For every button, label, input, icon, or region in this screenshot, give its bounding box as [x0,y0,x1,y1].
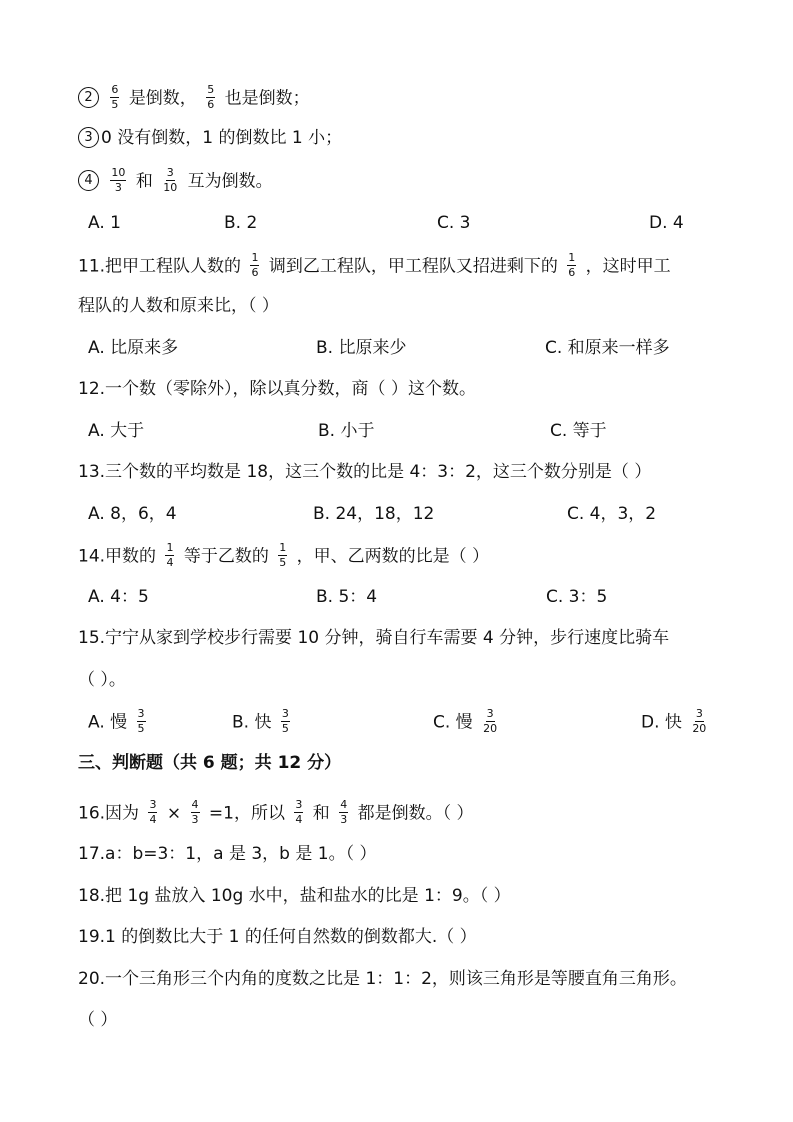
question-15: 15.宁宁从家到学校步行需要 10 分钟，骑自行车需要 4 分钟，步行速度比骑车 [78,628,670,648]
question-17: 17.a：b=3：1，a 是 3，b 是 1。（ ） [78,844,377,864]
times-sign: × [166,803,182,824]
question-19: 19.1 的倒数比大于 1 的任何自然数的倒数都大.（ ） [78,927,477,947]
statement-4 [78,168,753,195]
circled-number: 3 [78,127,99,148]
section-heading: 三、判断题（共 6 题；共 12 分） [78,753,342,773]
option-b[interactable]: B. 5：4 [316,587,378,607]
question-16 [78,800,753,827]
option-label: C. 慢 [433,712,473,733]
fraction: $\frac{3}{10}$ [163,166,178,194]
statement-3 [78,126,753,150]
fraction: $\frac{6}{5}$ [111,83,119,111]
question-15-line2: （ ）。 [78,670,126,690]
circled-number: 4 [78,170,99,191]
question-text: 14.甲数的 [78,546,157,567]
statement-text: 也是倒数； [224,88,310,109]
option-d[interactable] [641,709,711,736]
question-11-line2: 程队的人数和原来比，（ ） [78,296,279,316]
option-a[interactable] [88,709,150,736]
question-12: 12.一个数（零除外），除以真分数，商（ ）这个数。 [78,379,476,399]
option-label: D. 快 [641,712,682,733]
option-d[interactable]: D. 4 [649,213,684,233]
question-text: 等于乙数的 [183,546,269,567]
question-text: =1，所以 [208,803,285,824]
fraction: $\frac{3}{5}$ [281,707,289,735]
fraction: $\frac{4}{3}$ [340,798,348,826]
option-b[interactable]: B. 小于 [318,421,375,441]
question-13: 13.三个数的平均数是 18，这三个数的比是 4：3：2，这三个数分别是（ ） [78,462,652,482]
question-14 [78,543,753,570]
option-b[interactable]: B. 24，18，12 [313,504,435,524]
option-label: B. 快 [232,712,272,733]
option-label: A. 慢 [88,712,128,733]
question-18: 18.把 1g 盐放入 10g 水中，盐和盐水的比是 1：9。（ ） [78,886,511,906]
fraction: $\frac{1}{4}$ [166,541,174,569]
option-a[interactable]: A. 4：5 [88,587,149,607]
question-text: ，甲、乙两数的比是（ ） [296,546,490,567]
question-text: ，这时甲工 [585,256,671,277]
fraction: $\frac{3}{5}$ [137,707,145,735]
option-c[interactable]: C. 等于 [550,421,607,441]
option-c[interactable] [433,709,502,736]
option-c[interactable]: C. 3：5 [546,587,608,607]
question-text: 都是倒数。（ ） [357,803,474,824]
statement-text: 0 没有倒数，1 的倒数比 1 小； [101,128,343,148]
option-a[interactable]: A. 8，6，4 [88,504,177,524]
fraction: $\frac{10}{3}$ [111,166,126,194]
statement-2 [78,85,753,112]
option-a[interactable]: A. 1 [88,213,121,233]
question-text: 16.因为 [78,803,140,824]
option-c[interactable]: C. 和原来一样多 [545,338,670,358]
question-text: 11.把甲工程队人数的 [78,256,242,277]
option-a[interactable]: A. 大于 [88,421,145,441]
fraction: $\frac{3}{20}$ [692,707,707,735]
fraction: $\frac{3}{4}$ [149,798,157,826]
fraction: $\frac{3}{4}$ [295,798,303,826]
fraction: $\frac{3}{20}$ [483,707,498,735]
fraction: $\frac{1}{6}$ [251,251,259,279]
option-b[interactable] [232,709,294,736]
circled-number: 2 [78,87,99,108]
question-11 [78,253,753,280]
option-c[interactable]: C. 4，3，2 [567,504,657,524]
option-c[interactable]: C. 3 [437,213,471,233]
question-text: 调到乙工程队，甲工程队又招进剩下的 [268,256,558,277]
statement-text: 是倒数， [128,88,197,109]
statement-text: 和 [135,171,153,192]
fraction: $\frac{5}{6}$ [207,83,215,111]
question-20: 20.一个三角形三个内角的度数之比是 1：1：2，则该三角形是等腰直角三角形。 [78,969,687,989]
option-b[interactable]: B. 比原来少 [316,338,407,358]
fraction: $\frac{1}{5}$ [279,541,287,569]
fraction: $\frac{4}{3}$ [191,798,199,826]
fraction: $\frac{1}{6}$ [568,251,576,279]
statement-text: 互为倒数。 [187,171,273,192]
question-text: 和 [312,803,330,824]
question-20-line2: （ ） [78,1010,118,1030]
option-a[interactable]: A. 比原来多 [88,338,179,358]
option-b[interactable]: B. 2 [224,213,258,233]
